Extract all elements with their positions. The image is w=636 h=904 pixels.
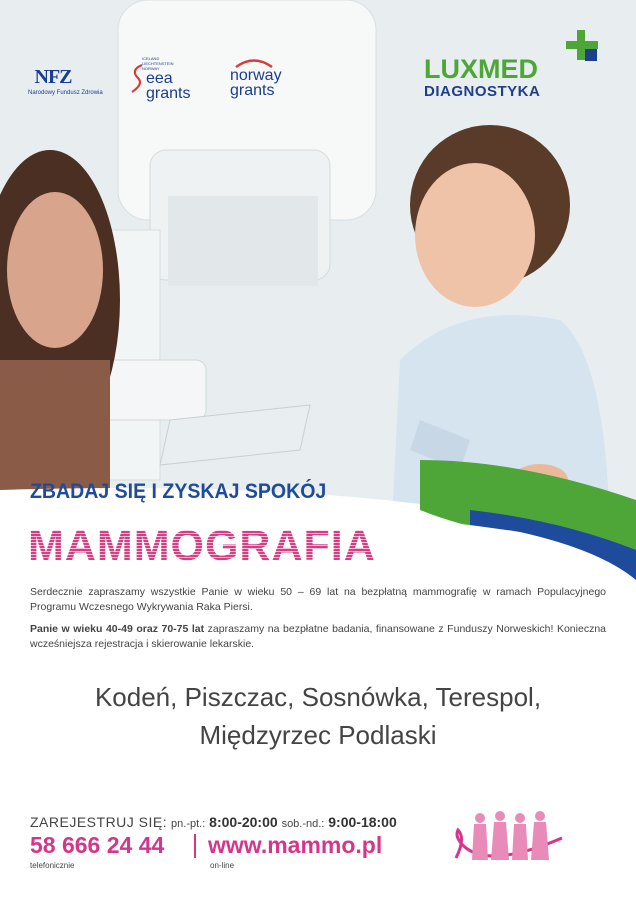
eea-logo-line1: eea	[146, 70, 173, 87]
phone-number[interactable]: 58 666 24 44	[30, 832, 165, 858]
luxmed-name: LUXMED	[424, 54, 538, 84]
luxmed-subtitle: DIAGNOSTYKA	[424, 83, 541, 100]
weekend-label: sob.-nd.:	[281, 818, 325, 830]
towns-line-1: Kodeń, Piszczac, Sosnówka, Terespol,	[94, 682, 542, 712]
eea-country-1: ICELAND	[142, 56, 160, 61]
towns-line-2: Międzyrzec Podlaski	[199, 720, 437, 750]
registration-label: ZAREJESTRUJ SIĘ:	[30, 814, 168, 830]
registration-hours	[30, 814, 397, 830]
eea-grants-swirl-icon	[126, 62, 148, 96]
weekday-hours: 8:00-20:00	[209, 814, 278, 830]
eea-grants-logo	[126, 56, 206, 101]
weekend-hours: 9:00-18:00	[328, 814, 397, 830]
norway-logo-line1: norway	[230, 67, 282, 84]
website-note: on-line	[210, 861, 235, 870]
luxmed-logo	[424, 30, 624, 100]
norway-logo-line2: grants	[230, 82, 275, 99]
page-title: MAMMOGRAFIA	[28, 522, 376, 570]
luxmed-cross-icon	[564, 28, 600, 64]
phone-note: telefonicznie	[30, 861, 75, 870]
nfz-logo-subtitle: Narodowy Fundusz Zdrowia	[28, 90, 103, 96]
weekday-label: pn.-pt.:	[171, 818, 206, 830]
age-group-emphasis: Panie w wieku 40-49 oraz 70-75 lat	[30, 623, 205, 635]
eea-country-3: NORWAY	[142, 66, 160, 71]
norway-grants-logo	[222, 58, 302, 98]
invitation-paragraph: Serdecznie zapraszamy wszystkie Panie w wieku 50 – 69 lat na bezpłatną mammografię w ramach Populacyjnego Programu Wczesnego Wykrywania Raka Piersi.	[30, 586, 606, 613]
contact-divider	[194, 834, 196, 858]
pink-ribbon-women-icon	[452, 808, 572, 878]
eea-logo-line2: grants	[146, 85, 191, 102]
nfz-logo	[28, 66, 108, 96]
norway-funds-paragraph	[30, 622, 606, 652]
slogan: ZBADAJ SIĘ I ZYSKAJ SPOKÓJ	[30, 480, 327, 503]
nfz-logo-mark: NFZ	[34, 66, 72, 88]
website-link[interactable]: www.mammo.pl	[208, 832, 383, 858]
eea-country-2: LIECHTENSTEIN	[142, 61, 174, 66]
norway-funds-text: zapraszamy na bezpłatne badania, finansowane z Funduszy Norweskich! Konieczna wcześniejsza rejestracja i skierowanie lekarskie.	[30, 623, 606, 650]
